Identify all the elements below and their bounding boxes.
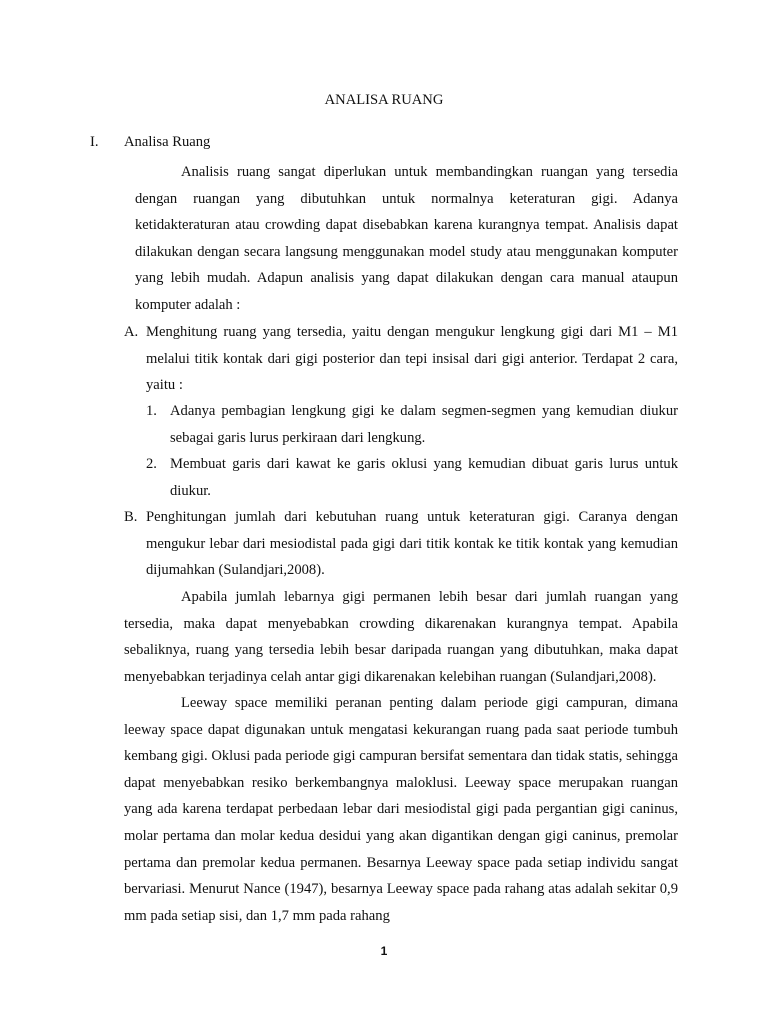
intro-paragraph: Analisis ruang sangat diperlukan untuk membandingkan ruangan yang tersedia dengan ruangan yang dibutuhkan untuk normalnya keteraturan gigi. Adanya ketidakteraturan atau crowding dapat disebabkan karena kurangnya tempat. Analisis dapat dilakukan dengan secara langsung menggunakan model study atau menggunakan komputer yang lebih mudah. Adapun analisis yang dapat dilakukan dengan cara manual ataupun komputer adalah :	[135, 164, 678, 313]
sublist-item-2-text: Membuat garis dari kawat ke garis oklusi yang kemudian dibuat garis lurus untuk diukur.	[170, 456, 678, 499]
sublist-item-label-1: 1.	[146, 403, 157, 419]
section-title: Analisa Ruang	[124, 134, 211, 150]
body-paragraph-leeway-space: Leeway space memiliki peranan penting dalam periode gigi campuran, dimana leeway space dapat digunakan untuk mengatasi kekurangan ruang pada saat periode tumbuh kembang gigi. Oklusi pada periode gigi campuran bersifat sementara dan tidak statis, sehingga dapat menyebabkan resiko berkembangnya maloklusi. Leeway space merupakan ruangan yang ada karena terdapat perbedaan lebar dari mesiodistal gigi pada pergantian gigi caninus, molar pertama dan molar kedua desidui yang akan digantikan dengan gigi caninus, premolar pertama dan premolar kedua permanen. Besarnya Leeway space pada setiap individu sangat bervariasi. Menurut Nance (1947), besarnya Leeway space pada rahang atas adalah sekitar 0,9 mm pada setiap sisi, dan 1,7 mm pada rahang	[124, 695, 678, 924]
section-number: I.	[90, 134, 99, 150]
list-item-label-b: B.	[124, 509, 138, 525]
list-item-b-text: Penghitungan jumlah dari kebutuhan ruang untuk keteraturan gigi. Caranya dengan mengukur lebar dari mesiodistal pada gigi dari titik kontak ke titik kontak yang kemudian dijumahkan (Sulandjari,2008).	[146, 509, 678, 579]
sublist-item-label-2: 2.	[146, 456, 157, 472]
body-paragraph-crowding: Apabila jumlah lebarnya gigi permanen lebih besar dari jumlah ruangan yang tersedia, maka dapat menyebabkan crowding dikarenakan kurangnya tempat. Apabila sebaliknya, ruang yang tersedia lebih besar daripada ruangan yang dibutuhkan, maka dapat menyebabkan terjadinya celah antar gigi dikarenakan kelebihan ruangan (Sulandjari,2008).	[124, 589, 678, 685]
list-item-label-a: A.	[124, 324, 139, 340]
page-number: 1	[380, 944, 388, 958]
sublist-item-1-text: Adanya pembagian lengkung gigi ke dalam segmen-segmen yang kemudian diukur sebagai garis lurus perkiraan dari lengkung.	[170, 403, 678, 446]
document-title: ANALISA RUANG	[324, 92, 444, 108]
list-item-a-text: Menghitung ruang yang tersedia, yaitu dengan mengukur lengkung gigi dari M1 – M1 melalui titik kontak dari gigi posterior dan tepi insisal dari gigi anterior. Terdapat 2 cara, yaitu :	[146, 324, 678, 394]
